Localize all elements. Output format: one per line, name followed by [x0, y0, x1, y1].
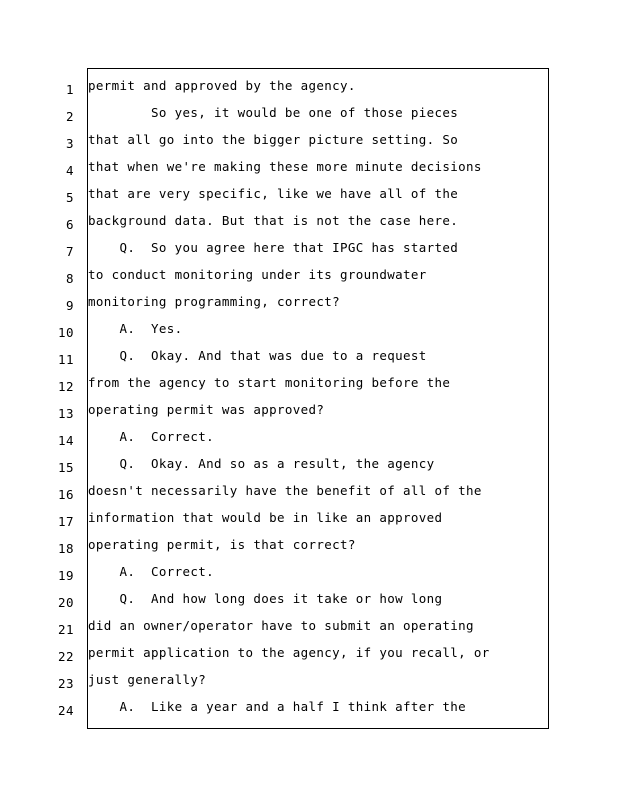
transcript-line: to conduct monitoring under its groundwater [88, 267, 427, 282]
line-number: 10 [57, 325, 74, 340]
line-number: 18 [57, 541, 74, 556]
transcript-line: Q. So you agree here that IPGC has started [88, 240, 459, 255]
transcript-line: doesn't necessarily have the benefit of all of the [88, 483, 482, 498]
transcript-line: Q. Okay. And so as a result, the agency [88, 456, 435, 471]
line-number: 19 [57, 568, 74, 583]
line-number: 1 [65, 82, 74, 97]
transcript-line: that are very specific, like we have all of the [88, 186, 459, 201]
line-number: 9 [65, 298, 74, 313]
transcript-line: A. Like a year and a half I think after the [88, 699, 467, 714]
transcript-line: monitoring programming, correct? [88, 294, 341, 309]
line-number: 6 [65, 217, 74, 232]
transcript-line: A. Correct. [88, 564, 215, 579]
line-number: 17 [57, 514, 74, 529]
transcript-line: did an owner/operator have to submit an operating [88, 618, 474, 633]
transcript-line: permit application to the agency, if you recall, or [88, 645, 490, 660]
transcript-text-box [87, 68, 549, 729]
transcript-line: Q. And how long does it take or how long [88, 591, 443, 606]
line-number: 12 [57, 379, 74, 394]
transcript-line: information that would be in like an approved [88, 510, 443, 525]
line-number: 21 [57, 622, 74, 637]
line-number: 8 [65, 271, 74, 286]
line-number: 13 [57, 406, 74, 421]
line-number: 11 [57, 352, 74, 367]
transcript-line: Q. Okay. And that was due to a request [88, 348, 427, 363]
line-number: 22 [57, 649, 74, 664]
transcript-line: just generally? [88, 672, 207, 687]
line-number: 14 [57, 433, 74, 448]
line-number: 5 [65, 190, 74, 205]
line-number: 23 [57, 676, 74, 691]
transcript-line: operating permit was approved? [88, 402, 325, 417]
transcript-line: that all go into the bigger picture setting. So [88, 132, 459, 147]
line-number: 15 [57, 460, 74, 475]
line-number: 2 [65, 109, 74, 124]
transcript-line: background data. But that is not the case here. [88, 213, 459, 228]
line-number: 3 [65, 136, 74, 151]
line-number: 24 [57, 703, 74, 718]
transcript-line: A. Correct. [88, 429, 215, 444]
line-number: 4 [65, 163, 74, 178]
transcript-line: A. Yes. [88, 321, 183, 336]
transcript-line: permit and approved by the agency. [88, 78, 356, 93]
transcript-line: So yes, it would be one of those pieces [88, 105, 459, 120]
transcript-line: from the agency to start monitoring before the [88, 375, 451, 390]
transcript-line: that when we're making these more minute decisions [88, 159, 482, 174]
line-number: 16 [57, 487, 74, 502]
transcript-line: operating permit, is that correct? [88, 537, 356, 552]
line-number: 20 [57, 595, 74, 610]
line-number: 7 [65, 244, 74, 259]
